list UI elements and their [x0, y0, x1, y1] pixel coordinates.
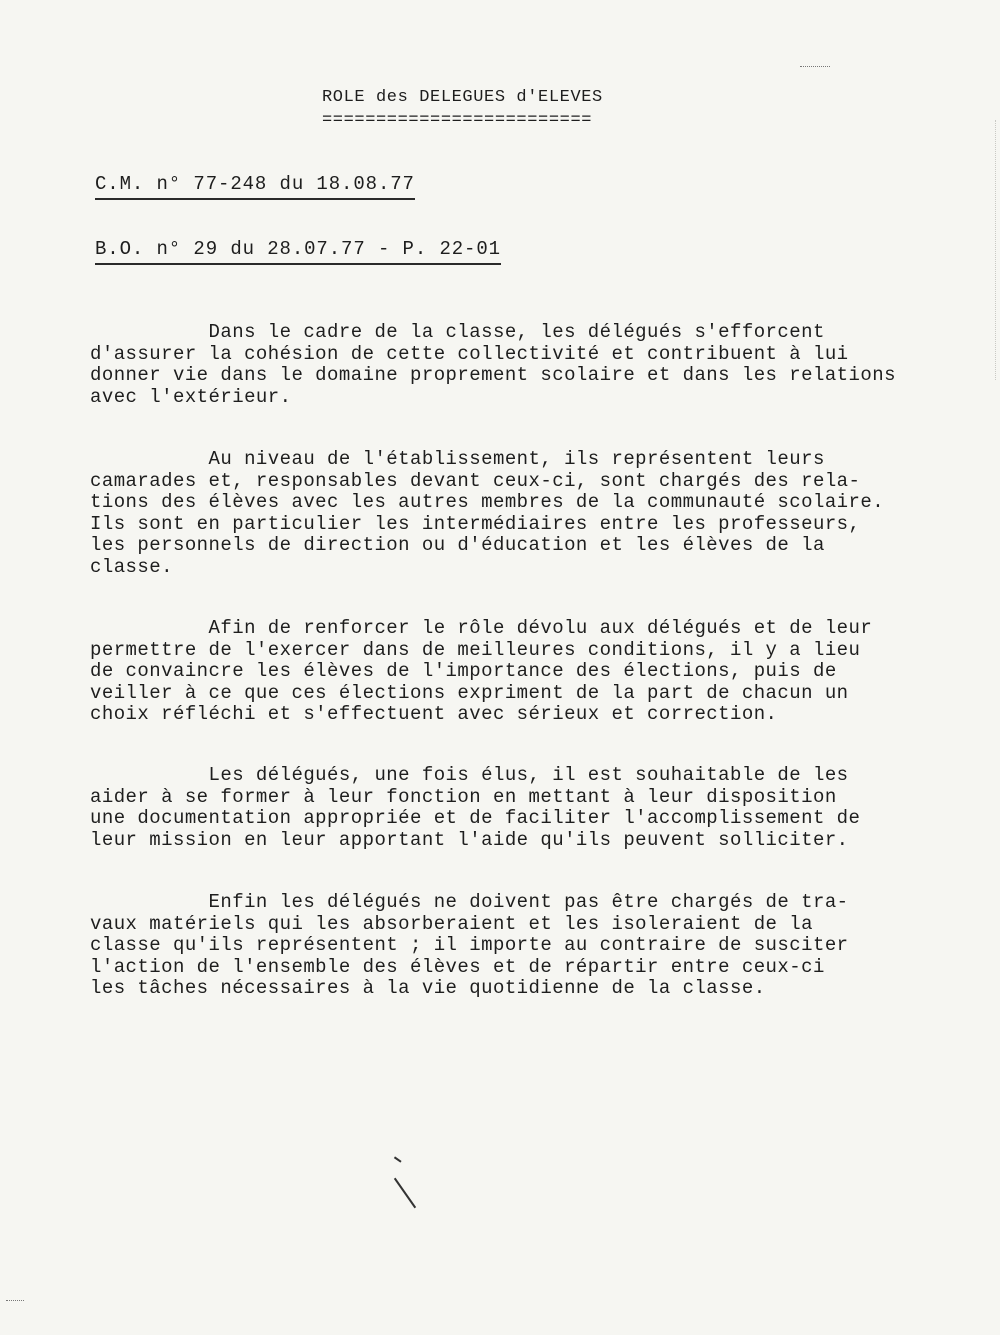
paragraph-4: Les délégués, une fois élus, il est souhaitable de les aider à se former à leur fonction en mettant à leur disposition une documentation appropriée et de faciliter l'accomplissement de leur mission en leur apportant l'aide qu'ils peuvent solliciter. — [90, 764, 861, 851]
paragraph-5: Enfin les délégués ne doivent pas être chargés de tra- vaux matériels qui les absorberaient et les isoleraient de la classe qu'ils représentent ; il importe au contraire de susciter l'action de l'ensemble des élèves et de répartir entre ceux-ci les tâches nécessaires à la vie quotidienne de la classe. — [90, 891, 849, 999]
paragraph-2: Au niveau de l'établissement, ils représentent leurs camarades et, responsables devant ceux-ci, sont chargés des rela- tions des élèves avec les autres membres de la communauté scolaire. Ils sont en particulier les intermédiaires entre les professeurs, les personnels de direction ou d'éducation et les élèves de la classe. — [90, 448, 885, 578]
pen-stroke — [394, 1178, 416, 1209]
paragraph-3: Afin de renforcer le rôle dévolu aux délégués et de leur permettre de l'exercer dans de meilleures conditions, il y a lieu de convaincre les élèves de l'importance des élections, puis de veiller à ce que ces élections expriment de la part de chacun un choix réfléchi et s'effectuent avec sérieux et correction. — [90, 617, 873, 725]
pen-mark — [390, 1156, 401, 1167]
reference-bulletin: B.O. n° 29 du 28.07.77 - P. 22-01 — [95, 238, 501, 265]
scan-speck-bottom — [6, 1300, 24, 1301]
title-underline: ========================= — [322, 111, 593, 130]
paragraph-1: Dans le cadre de la classe, les délégués s'efforcent d'assurer la cohésion de cette collectivité et contribuent à lui donner vie dans le domaine proprement scolaire et dans les relations avec l'extérieur. — [90, 321, 896, 408]
scan-edge-noise — [985, 120, 996, 380]
reference-circular: C.M. n° 77-248 du 18.08.77 — [95, 173, 415, 200]
document-title: ROLE des DELEGUES d'ELEVES — [322, 88, 603, 107]
scan-speck-top — [800, 66, 830, 67]
